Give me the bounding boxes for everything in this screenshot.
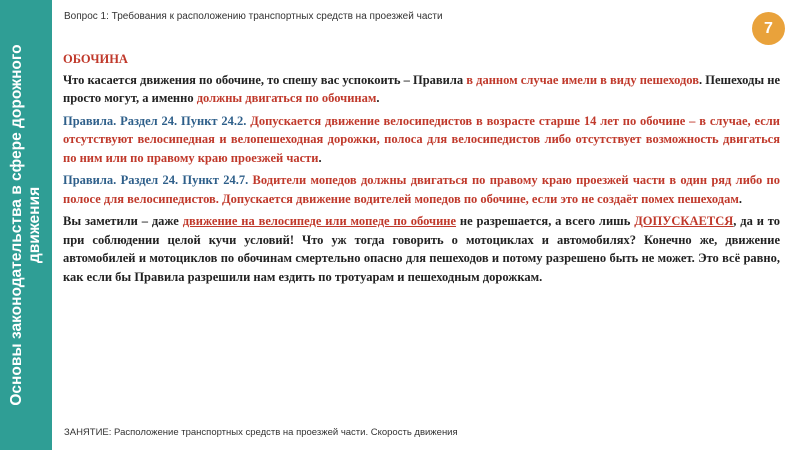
p2-rule-text: Допускается движение велосипедистов в возрасте старше 14 лет по обочине – в случае, если отсутствуют велосипедная и велопешеходная дорожки, полоса для велосипедистов либо отсутствует возможность двигаться по ним или по правому краю проезжей части xyxy=(63,113,780,165)
p4-highlight-1: движение на велосипеде или мопеде по обочине xyxy=(182,214,457,228)
main-content xyxy=(63,50,780,290)
paragraph-2 xyxy=(63,112,780,168)
page-footer: ЗАНЯТИЕ: Расположение транспортных средств на проезжей части. Скорость движения xyxy=(64,427,458,438)
p1-highlight-1: в данном случае имели в виду пешеходов xyxy=(466,72,699,87)
p1-highlight-2: должны двигаться по обочинам xyxy=(196,91,377,105)
p3-rule-ref: Правила. Раздел 24. Пункт 24.7. xyxy=(63,173,253,187)
page-header: Вопрос 1: Требования к расположению транспортных средств на проезжей части xyxy=(64,11,443,22)
p4-text-1: Вы заметили – даже xyxy=(63,214,183,228)
p1-text-3: . xyxy=(376,91,380,105)
p2-end: . xyxy=(318,150,322,165)
p1-text-2: . Пешеходы не просто могут, а именно xyxy=(63,72,780,105)
paragraph-1 xyxy=(63,71,780,108)
p4-text-2: не разрешается, а всего лишь xyxy=(456,214,635,228)
paragraph-3 xyxy=(63,171,780,208)
slide-number-badge: 7 xyxy=(752,12,785,45)
p3-rule-text: Водители мопедов должны двигаться по правому краю проезжей части в один ряд либо по полосе для велосипедистов. Допускается движение водителей мопедов по обочине, если это не создаёт помех пешеходам xyxy=(63,173,780,206)
section-heading: ОБОЧИНА xyxy=(63,52,128,66)
sidebar xyxy=(0,0,52,450)
sidebar-title: Основы законодательства в сфере дорожного движения xyxy=(8,44,43,406)
p4-highlight-2: ДОПУСКАЕТСЯ xyxy=(634,214,734,228)
p4-text-3: , да и то при соблюдении целой кучи условий! Что уж тогда говорить о мотоциклах и автомобилях? Конечно же, движение автомобилей и мотоциклов по обочинам смертельно опасно для пешеходов и потому разрешено быть не может. Это всё равно, как если бы Правила разрешили нам ездить по тротуарам и пешеходным дорожкам. xyxy=(63,214,780,284)
paragraph-4 xyxy=(63,212,780,286)
p2-rule-ref: Правила. Раздел 24. Пункт 24.2. xyxy=(63,113,251,128)
p3-end: . xyxy=(738,191,742,206)
p1-text-1: Что касается движения по обочине, то спешу вас успокоить – Правила xyxy=(63,72,467,87)
